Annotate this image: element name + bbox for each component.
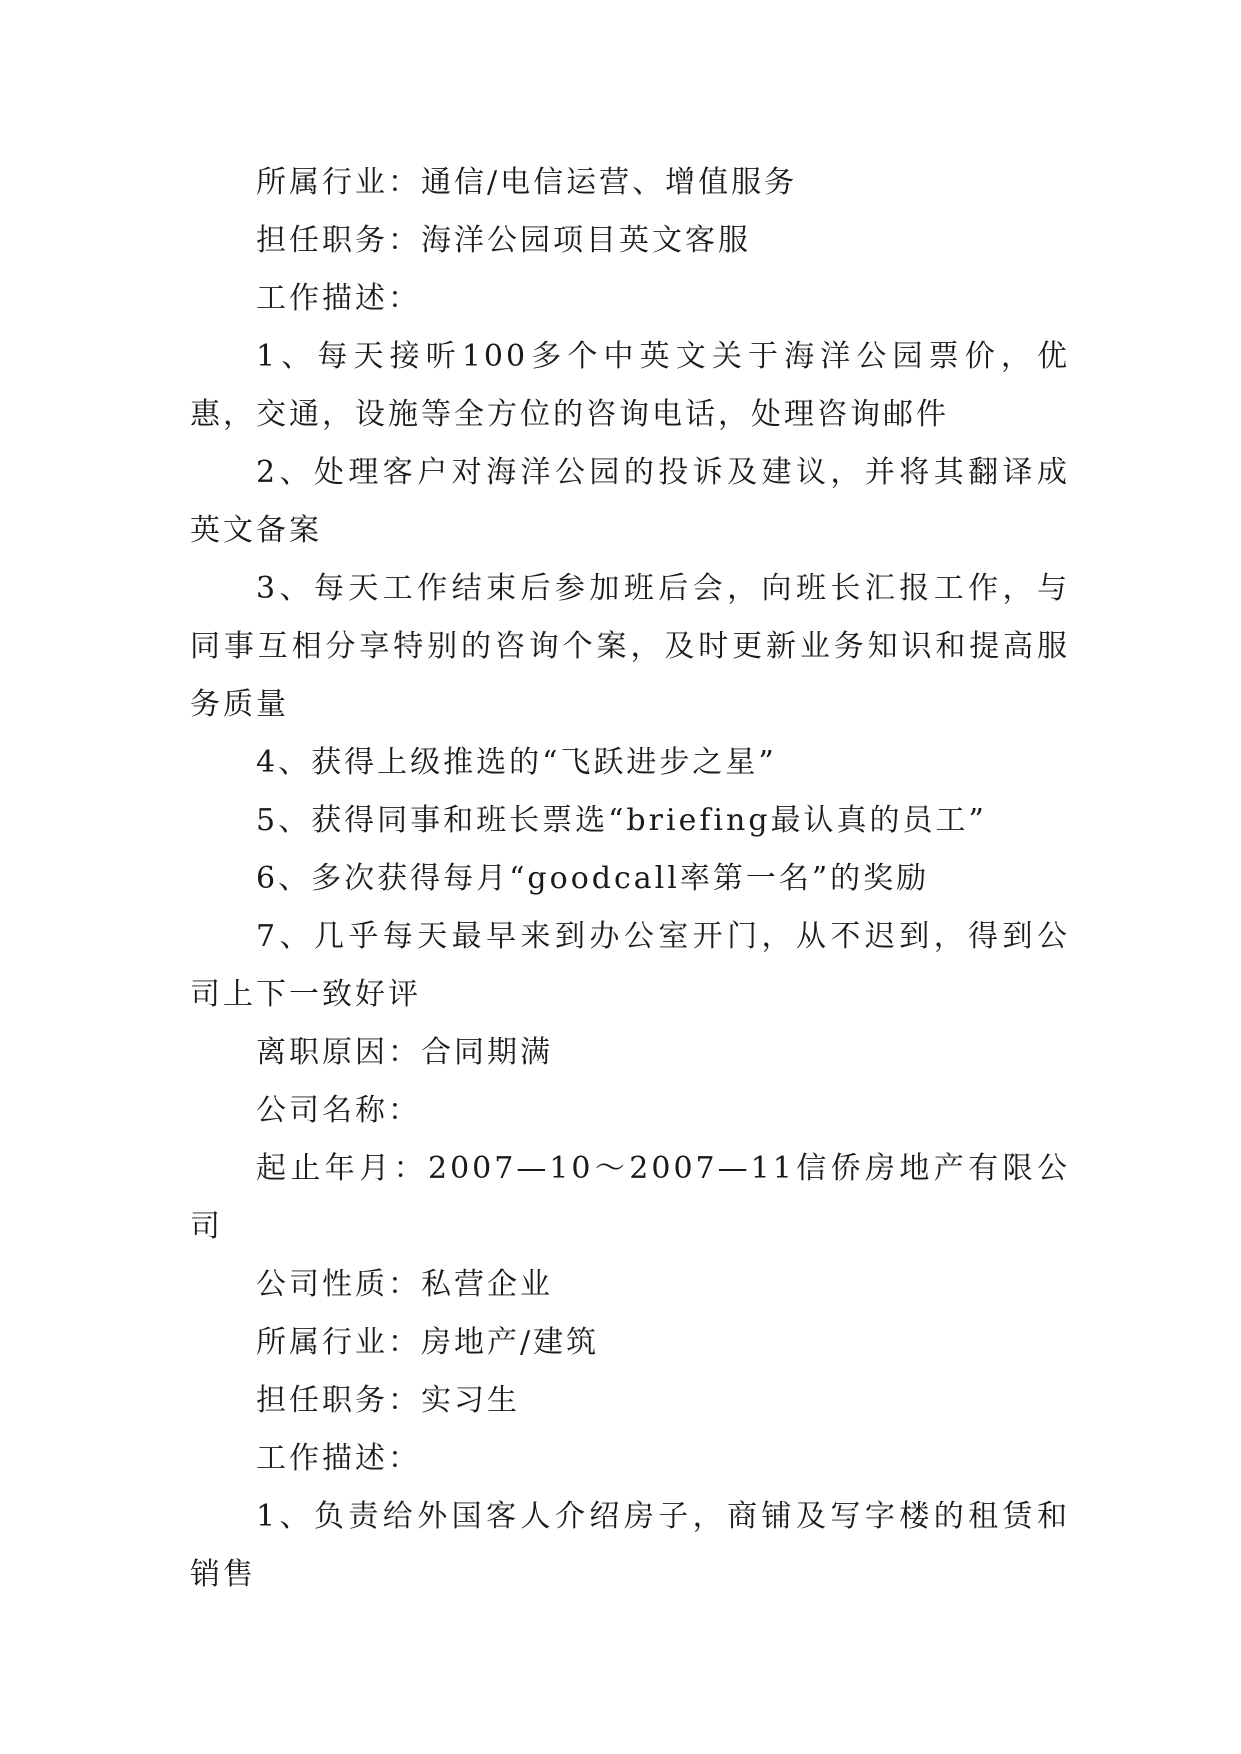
paragraph-duty-5: 5、获得同事和班长票选“briefing最认真的员工” — [256, 803, 987, 838]
paragraph-industry: 所属行业：通信/电信运营、增值服务 — [256, 165, 798, 200]
paragraph-position-2: 担任职务：实习生 — [256, 1383, 520, 1418]
paragraph-company-type: 公司性质：私营企业 — [256, 1267, 553, 1302]
paragraph-duty-1: 1、每天接听100多个中英文关于海洋公园票价，优惠，交通，设施等全方位的咨询电话，处理咨询邮件 — [190, 339, 1070, 432]
paragraph-position: 担任职务：海洋公园项目英文客服 — [256, 223, 751, 258]
paragraph-duty-6: 6、多次获得每月“goodcall率第一名”的奖励 — [256, 861, 930, 896]
paragraph-duty-4: 4、获得上级推选的“飞跃进步之星” — [256, 745, 777, 780]
paragraph-duty-2: 2、处理客户对海洋公园的投诉及建议，并将其翻译成英文备案 — [190, 455, 1070, 548]
paragraph-leaving-reason: 离职原因：合同期满 — [256, 1035, 553, 1070]
paragraph-period: 起止年月：2007—10～2007—11信侨房地产有限公司 — [190, 1151, 1070, 1244]
paragraph-duty-2-1: 1、负责给外国客人介绍房子，商铺及写字楼的租赁和销售 — [190, 1499, 1070, 1592]
paragraph-job-description-heading: 工作描述： — [256, 281, 421, 316]
paragraph-company-name: 公司名称： — [256, 1093, 421, 1128]
paragraph-duty-3: 3、每天工作结束后参加班后会，向班长汇报工作，与同事互相分享特别的咨询个案，及时更新业务知识和提高服务质量 — [190, 571, 1070, 722]
paragraph-duty-7: 7、几乎每天最早来到办公室开门，从不迟到，得到公司上下一致好评 — [190, 919, 1070, 1012]
document-body — [190, 154, 1070, 1604]
paragraph-industry-2: 所属行业：房地产/建筑 — [256, 1325, 600, 1360]
paragraph-job-description-heading-2: 工作描述： — [256, 1441, 421, 1476]
